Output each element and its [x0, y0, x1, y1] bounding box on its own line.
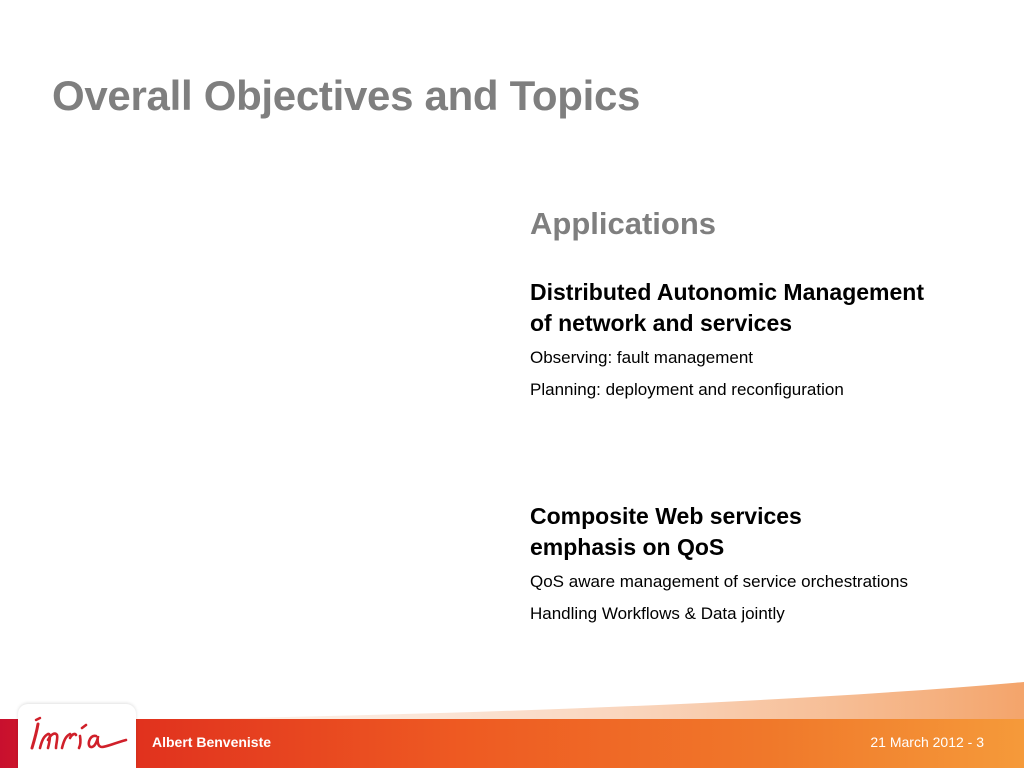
- list-item: Observing: fault management: [530, 348, 754, 367]
- inria-logo: [18, 704, 136, 768]
- group-heading: [530, 277, 1000, 339]
- footer-author: Albert Benveniste: [152, 734, 272, 750]
- slide-title: Overall Objectives and Topics: [52, 72, 641, 119]
- group-heading: [530, 501, 1000, 563]
- topic-group-composite-web-services: [530, 501, 1000, 630]
- inria-logo-icon: [26, 714, 130, 758]
- list-item: QoS aware management of service orchestrations: [530, 572, 908, 591]
- list-item: Planning: deployment and reconfiguration: [530, 380, 844, 399]
- group-heading-line: emphasis on QoS: [530, 534, 725, 560]
- applications-column: [530, 205, 1000, 623]
- section-heading: Applications: [530, 206, 717, 241]
- group-heading-line: Composite Web services: [530, 503, 802, 529]
- group-heading-line: of network and services: [530, 310, 793, 336]
- group-heading-line: Distributed Autonomic Management: [530, 279, 924, 305]
- footer-date-page: 21 March 2012 - 3: [870, 734, 984, 750]
- list-item: Handling Workflows & Data jointly: [530, 604, 785, 623]
- topic-group-autonomic-management: [530, 277, 1000, 406]
